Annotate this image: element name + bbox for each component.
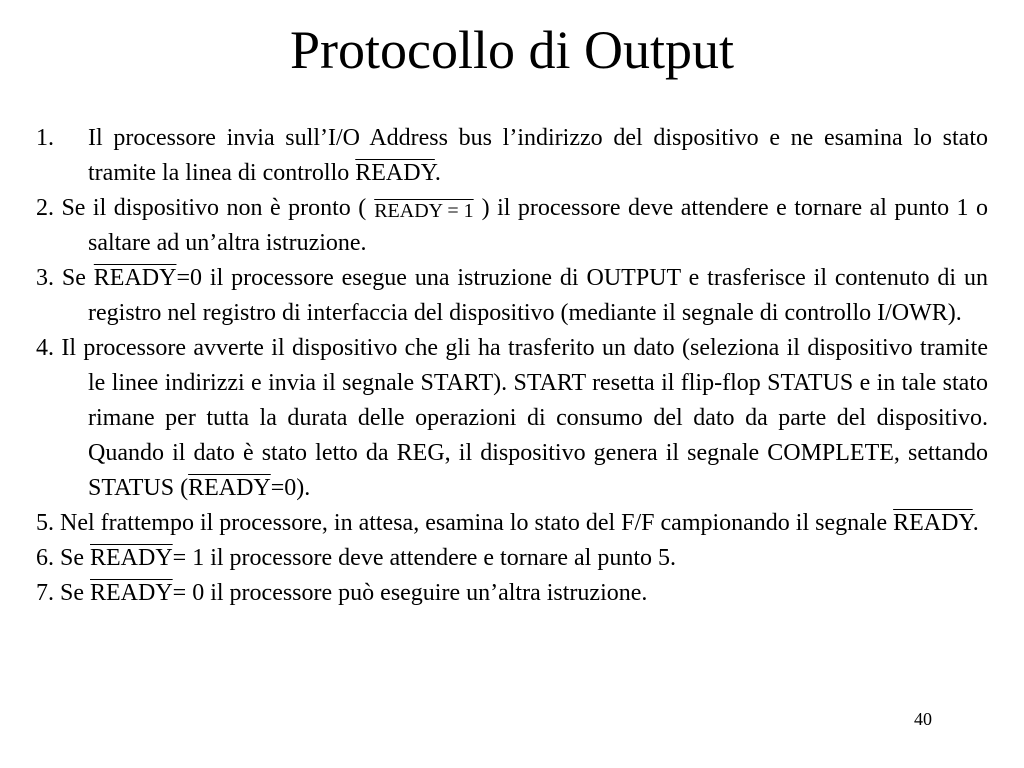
step-number: 1. xyxy=(36,125,54,151)
step-number: 4. xyxy=(36,335,54,361)
step-3 xyxy=(36,261,988,331)
ready-signal: READY xyxy=(188,475,271,501)
step-text: . xyxy=(972,510,979,536)
step-text: = 1 il processore deve attendere e tornare al punto 5. xyxy=(172,545,677,571)
step-2 xyxy=(36,191,988,261)
step-text: Il processore avverte il dispositivo che gli ha trasferito un dato (seleziona il dispositivo tramite le linee indirizzi e invia il segnale START). START resetta il flip-flop STATUS e in tale stato rimane per tutta la durata delle operazioni di consumo del dato da parte del dispositivo. Quando il dato è stato letto da REG, il dispositivo genera il segnale COMPLETE, settando STATUS ( xyxy=(54,335,988,501)
step-text: ) il processore deve attendere e tornare al punto 1 o saltare ad un’altra istruzione. xyxy=(88,195,988,256)
step-number: 5. xyxy=(36,510,54,536)
step-text: Nel frattempo il processore, in attesa, esamina lo stato del F/F campionando il segnale xyxy=(54,510,894,536)
step-text: Se xyxy=(54,265,94,291)
step-number: 2. xyxy=(36,195,54,221)
step-6 xyxy=(36,541,988,576)
step-5 xyxy=(36,506,988,541)
ready-signal: READY xyxy=(355,160,435,186)
step-number: 6. xyxy=(36,545,54,571)
ready-signal: READY xyxy=(90,545,173,571)
step-1 xyxy=(36,121,988,191)
step-text: =0). xyxy=(270,475,311,501)
step-number: 7. xyxy=(36,580,54,606)
step-number: 3. xyxy=(36,265,54,291)
step-text: Se xyxy=(54,545,90,571)
ready-signal: READY xyxy=(93,265,177,291)
step-text: Se il dispositivo non è pronto ( xyxy=(54,195,367,221)
slide-body xyxy=(36,121,988,611)
slide-title: Protocollo di Output xyxy=(290,20,734,80)
step-7 xyxy=(36,576,988,611)
step-4 xyxy=(36,331,988,506)
ready-signal: READY xyxy=(90,580,173,606)
ready-condition-label: READY = 1 xyxy=(374,200,474,222)
page-number: 40 xyxy=(914,709,932,729)
step-text: Se xyxy=(54,580,90,606)
ready-signal: READY xyxy=(893,510,973,536)
step-text: Il processore invia sull’I/O Address bus l’indirizzo del dispositivo e ne esamina lo stato tramite la linea di controllo xyxy=(88,125,988,186)
step-text: . xyxy=(434,160,441,186)
step-text: =0 il processore esegue una istruzione di OUTPUT e trasferisce il contenuto di un registro nel registro di interfaccia del dispositivo (mediante il segnale di controllo I/OWR). xyxy=(88,265,988,326)
step-text: = 0 il processore può eseguire un’altra istruzione. xyxy=(172,580,648,606)
